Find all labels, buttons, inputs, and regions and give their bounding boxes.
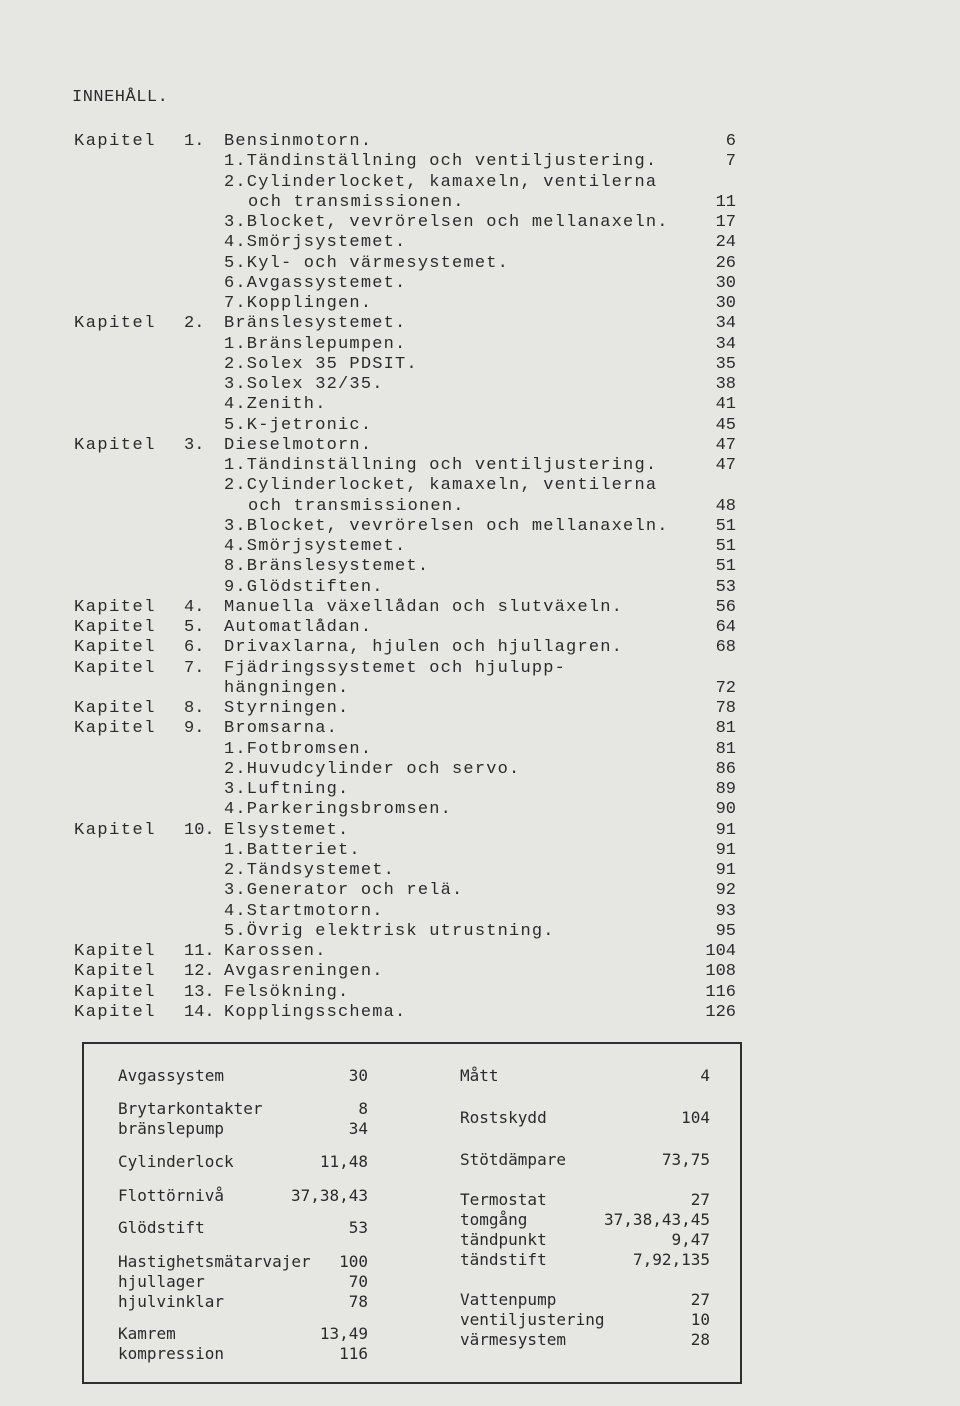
toc-page-number: 89 bbox=[715, 780, 736, 799]
toc-page-number: 92 bbox=[715, 881, 736, 901]
toc-page-number: 17 bbox=[715, 213, 736, 232]
toc-row bbox=[0, 719, 960, 739]
toc-page-number: 86 bbox=[715, 759, 736, 779]
toc-page-number: 34 bbox=[715, 314, 736, 334]
toc-chapter-label: Kapitel bbox=[74, 658, 156, 678]
toc-row bbox=[0, 922, 960, 942]
toc-chapter-number: 4. bbox=[184, 597, 205, 617]
toc-entry-text: 4.Zenith. bbox=[224, 395, 327, 415]
toc-page-number: 51 bbox=[715, 537, 736, 556]
toc-entry-text: Felsökning. bbox=[224, 982, 350, 1002]
index-pages: 116 bbox=[339, 1344, 368, 1363]
toc-entry-text: 1.Tändinställning och ventiljustering. bbox=[224, 456, 658, 475]
toc-chapter-number: 9. bbox=[184, 719, 205, 739]
toc-entry-text: 3.Solex 32/35. bbox=[224, 375, 384, 394]
toc-page-number: 7 bbox=[725, 152, 736, 172]
index-pages: 8 bbox=[358, 1099, 368, 1118]
toc-row bbox=[0, 395, 960, 415]
toc-row bbox=[0, 254, 960, 274]
toc-row bbox=[0, 233, 960, 253]
toc-row bbox=[0, 173, 960, 193]
index-term: Kamrem bbox=[118, 1324, 176, 1343]
toc-entry-text: och transmissionen. bbox=[248, 192, 465, 212]
toc-entry-text: 1.Fotbromsen. bbox=[224, 739, 373, 759]
toc-page-number: 30 bbox=[715, 294, 736, 313]
toc-page-number: 24 bbox=[715, 233, 736, 253]
index-term: Avgassystem bbox=[118, 1066, 224, 1085]
toc-entry-text: 4.Startmotorn. bbox=[224, 901, 384, 921]
index-term: tomgång bbox=[460, 1210, 528, 1229]
toc-entry-text: 4.Parkeringsbromsen. bbox=[224, 800, 453, 820]
toc-chapter-label: Kapitel bbox=[74, 699, 156, 718]
toc-page-number: 104 bbox=[705, 942, 736, 961]
toc-page-number: 34 bbox=[715, 334, 736, 354]
toc-entry-text: 2.Huvudcylinder och servo. bbox=[224, 759, 521, 779]
toc-chapter-number: 13. bbox=[184, 982, 215, 1002]
index-term: Hastighetsmätarvajer bbox=[118, 1252, 311, 1271]
toc-chapter-label: Kapitel bbox=[74, 719, 156, 739]
toc-row bbox=[0, 497, 960, 517]
toc-entry-text: Fjädringssystemet och hjulupp- bbox=[224, 658, 567, 678]
toc-page-number: 30 bbox=[715, 273, 736, 293]
toc-page-number: 81 bbox=[715, 739, 736, 759]
toc-chapter-number: 12. bbox=[184, 962, 215, 982]
toc-page-number: 64 bbox=[715, 618, 736, 637]
toc-chapter-number: 1. bbox=[184, 132, 205, 151]
toc-page-number: 90 bbox=[715, 800, 736, 820]
toc-chapter-label: Kapitel bbox=[74, 982, 156, 1002]
toc-chapter-number: 10. bbox=[184, 820, 215, 840]
index-pages: 53 bbox=[348, 1218, 368, 1237]
toc-row bbox=[0, 638, 960, 658]
toc-chapter-number: 5. bbox=[184, 618, 205, 637]
index-pages: 70 bbox=[348, 1272, 368, 1291]
toc-chapter-label: Kapitel bbox=[74, 435, 156, 455]
index-pages: 11,48 bbox=[319, 1152, 368, 1171]
index-pages: 4 bbox=[700, 1066, 710, 1085]
toc-row bbox=[0, 983, 960, 1003]
toc-entry-text: Styrningen. bbox=[224, 699, 350, 718]
toc-row bbox=[0, 375, 960, 395]
toc-entry-text: 5.Kyl- och värmesystemet. bbox=[224, 253, 510, 273]
toc-row bbox=[0, 314, 960, 334]
toc-page-number: 45 bbox=[715, 415, 736, 435]
index-pages: 28 bbox=[690, 1330, 710, 1349]
toc-entry-text: Drivaxlarna, hjulen och hjullagren. bbox=[224, 638, 624, 658]
toc-row bbox=[0, 679, 960, 699]
toc-entry-text: 4.Smörjsystemet. bbox=[224, 537, 407, 556]
toc-chapter-label: Kapitel bbox=[74, 618, 156, 637]
toc-row bbox=[0, 335, 960, 355]
toc-row bbox=[0, 841, 960, 861]
toc-entry-text: Manuella växellådan och slutväxeln. bbox=[224, 597, 624, 617]
toc-entry-text: 3.Generator och relä. bbox=[224, 881, 464, 901]
index-pages: 37,38,43,45 bbox=[604, 1210, 710, 1229]
toc-row bbox=[0, 517, 960, 537]
toc-entry-text: Elsystemet. bbox=[224, 820, 350, 840]
toc-row bbox=[0, 355, 960, 375]
toc-row bbox=[0, 456, 960, 476]
toc-chapter-label: Kapitel bbox=[74, 820, 156, 840]
toc-row bbox=[0, 274, 960, 294]
index-term: hjulvinklar bbox=[118, 1292, 224, 1311]
toc-row bbox=[0, 132, 960, 152]
toc-entry-text: 5.Övrig elektrisk utrustning. bbox=[224, 921, 555, 941]
toc-page-number: 53 bbox=[715, 577, 736, 597]
toc-entry-text: 6.Avgassystemet. bbox=[224, 273, 407, 293]
index-term: tändstift bbox=[460, 1250, 547, 1269]
toc-chapter-label: Kapitel bbox=[74, 962, 156, 982]
toc-row bbox=[0, 821, 960, 841]
toc-entry-text: 2.Tändsystemet. bbox=[224, 861, 396, 880]
toc-entry-text: Kopplingsschema. bbox=[224, 1002, 407, 1022]
toc-page-number: 78 bbox=[715, 699, 736, 718]
toc-chapter-number: 11. bbox=[184, 942, 215, 961]
toc-row bbox=[0, 881, 960, 901]
toc-entry-text: Automatlådan. bbox=[224, 618, 373, 637]
toc-page-number: 6 bbox=[725, 132, 736, 151]
toc-row bbox=[0, 557, 960, 577]
index-term: Vattenpump bbox=[460, 1290, 557, 1309]
toc-entry-text: 1.Batteriet. bbox=[224, 840, 361, 860]
toc-entry-text: Karossen. bbox=[224, 942, 327, 961]
toc-page-number: 91 bbox=[715, 820, 736, 840]
toc-page-number: 35 bbox=[715, 354, 736, 374]
index-term: Stötdämpare bbox=[460, 1150, 566, 1169]
toc-page-number: 11 bbox=[715, 192, 736, 212]
toc-entry-text: 4.Smörjsystemet. bbox=[224, 233, 407, 253]
toc-entry-text: 2.Cylinderlocket, kamaxeln, ventilerna bbox=[224, 476, 658, 496]
toc-entry-text: och transmissionen. bbox=[248, 496, 465, 516]
toc-row bbox=[0, 861, 960, 881]
toc-entry-text: Bensinmotorn. bbox=[224, 132, 373, 151]
toc-page-number: 91 bbox=[715, 861, 736, 880]
toc-page-number: 126 bbox=[705, 1002, 736, 1022]
toc-row bbox=[0, 213, 960, 233]
toc-row bbox=[0, 618, 960, 638]
index-pages: 73,75 bbox=[661, 1150, 710, 1169]
toc-page-number: 72 bbox=[715, 678, 736, 698]
subject-index-box bbox=[82, 1042, 742, 1384]
index-term: kompression bbox=[118, 1344, 224, 1363]
toc-chapter-label: Kapitel bbox=[74, 638, 156, 658]
toc-page-number: 81 bbox=[715, 719, 736, 739]
toc-row bbox=[0, 800, 960, 820]
toc-chapter-number: 3. bbox=[184, 435, 205, 455]
index-pages: 7,92,135 bbox=[632, 1250, 710, 1269]
toc-chapter-label: Kapitel bbox=[74, 132, 156, 151]
toc-row bbox=[0, 1003, 960, 1023]
toc-row bbox=[0, 193, 960, 213]
index-term: Rostskydd bbox=[460, 1108, 547, 1127]
toc-page-number: 51 bbox=[715, 557, 736, 577]
toc-chapter-label: Kapitel bbox=[74, 1002, 156, 1022]
index-term: Termostat bbox=[460, 1190, 547, 1209]
toc-entry-text: 2.Solex 35 PDSIT. bbox=[224, 354, 418, 374]
toc-page-number: 91 bbox=[715, 840, 736, 860]
toc-chapter-number: 2. bbox=[184, 314, 205, 334]
toc-row bbox=[0, 699, 960, 719]
toc-page-number: 68 bbox=[715, 638, 736, 658]
toc-entry-text: 9.Glödstiften. bbox=[224, 577, 384, 597]
toc-page-number: 108 bbox=[705, 962, 736, 982]
toc-chapter-label: Kapitel bbox=[74, 942, 156, 961]
toc-row bbox=[0, 436, 960, 456]
toc-entry-text: 1.Tändinställning och ventiljustering. bbox=[224, 152, 658, 172]
toc-row bbox=[0, 416, 960, 436]
toc-entry-text: 3.Blocket, vevrörelsen och mellanaxeln. bbox=[224, 516, 669, 536]
toc-row bbox=[0, 476, 960, 496]
toc-page-number: 56 bbox=[715, 597, 736, 617]
index-pages: 27 bbox=[690, 1190, 710, 1209]
toc-entry-text: 8.Bränslesystemet. bbox=[224, 557, 430, 577]
toc-entry-text: Bromsarna. bbox=[224, 719, 339, 739]
toc-chapter-number: 14. bbox=[184, 1002, 215, 1022]
toc-page-number: 47 bbox=[715, 456, 736, 475]
toc-row bbox=[0, 537, 960, 557]
index-pages: 30 bbox=[348, 1066, 368, 1085]
index-term: Mått bbox=[460, 1066, 499, 1085]
index-term: värmesystem bbox=[460, 1330, 566, 1349]
toc-chapter-label: Kapitel bbox=[74, 597, 156, 617]
toc-row bbox=[0, 659, 960, 679]
toc-entry-text: 7.Kopplingen. bbox=[224, 294, 373, 313]
index-pages: 27 bbox=[690, 1290, 710, 1309]
toc-page-number: 51 bbox=[715, 516, 736, 536]
index-pages: 37,38,43 bbox=[290, 1186, 368, 1205]
toc-entry-text: 5.K-jetronic. bbox=[224, 415, 373, 435]
toc-row bbox=[0, 152, 960, 172]
toc-entry-text: 2.Cylinderlocket, kamaxeln, ventilerna bbox=[224, 172, 658, 192]
index-term: bränslepump bbox=[118, 1119, 224, 1138]
toc-page-number: 47 bbox=[715, 435, 736, 455]
toc-page-number: 26 bbox=[715, 253, 736, 273]
toc-row bbox=[0, 578, 960, 598]
index-pages: 104 bbox=[681, 1108, 710, 1127]
toc-chapter-number: 6. bbox=[184, 638, 205, 658]
toc-page-number: 116 bbox=[705, 982, 736, 1002]
toc-entry-text: 3.Blocket, vevrörelsen och mellanaxeln. bbox=[224, 213, 669, 232]
toc-page-number: 41 bbox=[715, 395, 736, 415]
toc-row bbox=[0, 902, 960, 922]
index-term: Cylinderlock bbox=[118, 1152, 234, 1171]
page-title: INNEHÅLL. bbox=[72, 88, 169, 107]
toc-row bbox=[0, 942, 960, 962]
toc-entry-text: 1.Bränslepumpen. bbox=[224, 334, 407, 354]
index-pages: 10 bbox=[690, 1310, 710, 1329]
toc-page-number: 95 bbox=[715, 921, 736, 941]
toc-page-number: 38 bbox=[715, 375, 736, 394]
toc-row bbox=[0, 740, 960, 760]
toc-chapter-number: 7. bbox=[184, 658, 205, 678]
index-pages: 34 bbox=[348, 1119, 368, 1138]
toc-chapter-number: 8. bbox=[184, 699, 205, 718]
toc-entry-text: Avgasreningen. bbox=[224, 962, 384, 982]
toc-page-number: 93 bbox=[715, 901, 736, 921]
toc-entry-text: hängningen. bbox=[224, 678, 350, 698]
toc-entry-text: 3.Luftning. bbox=[224, 780, 350, 799]
toc-page-number: 48 bbox=[715, 496, 736, 516]
index-pages: 100 bbox=[339, 1252, 368, 1271]
toc-entry-text: Dieselmotorn. bbox=[224, 435, 373, 455]
toc-chapter-label: Kapitel bbox=[74, 314, 156, 334]
index-term: Flottörnivå bbox=[118, 1186, 224, 1205]
index-pages: 13,49 bbox=[319, 1324, 368, 1343]
toc-row bbox=[0, 962, 960, 982]
index-term: Glödstift bbox=[118, 1218, 205, 1237]
index-term: hjullager bbox=[118, 1272, 205, 1291]
toc-row bbox=[0, 780, 960, 800]
toc-entry-text: Bränslesystemet. bbox=[224, 314, 407, 334]
toc-row bbox=[0, 760, 960, 780]
index-term: tändpunkt bbox=[460, 1230, 547, 1249]
index-pages: 78 bbox=[348, 1292, 368, 1311]
toc-row bbox=[0, 294, 960, 314]
index-term: Brytarkontakter bbox=[118, 1099, 263, 1118]
index-term: ventiljustering bbox=[460, 1310, 605, 1329]
index-pages: 9,47 bbox=[671, 1230, 710, 1249]
toc-row bbox=[0, 598, 960, 618]
